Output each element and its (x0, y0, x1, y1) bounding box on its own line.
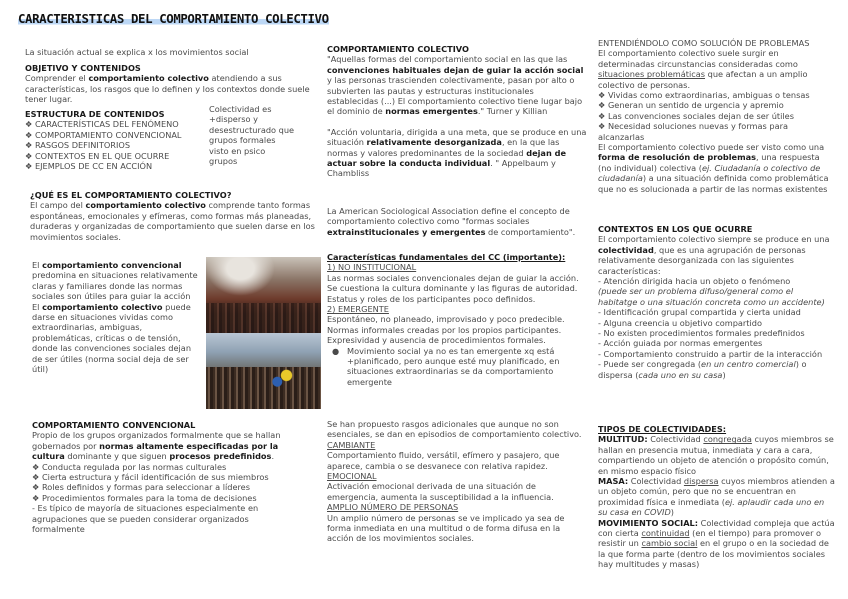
changing-text: Comportamiento fluido, versátil, efímero y pasajero, que aparece, cambia o se desvanece con relativa rapidez. (327, 450, 560, 471)
conventional-vs-collective (32, 260, 202, 374)
fundamentals-heading: Características fundamentales del CC (importante): (327, 252, 566, 262)
contexts-text: El comportamiento colectivo siempre se produce en una colectividad, que es una agrupación de personas relativamente desorganizada con las siguientes características: (598, 234, 830, 276)
page-title: CARACTERISTICAS DEL COMPORTAMIENTO COLECTIVO (18, 11, 329, 26)
what-is-heading: ¿QUÉ ES EL COMPORTAMIENTO COLECTIVO? (30, 190, 232, 200)
structure-item: ❖ CARACTERÍSTICAS DEL FENÓMENO (25, 119, 210, 129)
collective-quotes (327, 44, 587, 179)
objective-text: Comprender el comportamiento colectivo atendiendo a sus características, los rasgos que lo definen y los contextos donde suele tener lugar. (25, 73, 310, 105)
conventional-section (32, 420, 302, 534)
contexts-section (598, 224, 834, 380)
collective-heading: COMPORTAMIENTO COLECTIVO (327, 44, 469, 54)
types-section (598, 424, 836, 570)
problem-bullet: ❖ Las convenciones sociales dejan de ser útiles (598, 111, 830, 121)
changing-heading: CAMBIANTE (327, 439, 376, 450)
contexts-item: - Comportamiento construido a partir de la interacción (598, 348, 823, 359)
quote-appelbaum: "Acción voluntaria, dirigida a una meta, que se produce en una situación relativamente desorganizada, en la que las normas y valores predominantes de la sociedad dejan de actuar sobre la conducta individual. " Appelbaum y Chambliss (327, 126, 587, 179)
fundamentals-section (327, 252, 589, 387)
what-is-section (30, 190, 320, 242)
problem-bullet: ❖ Generan un sentido de urgencia y apremio (598, 100, 830, 110)
emotional-heading: EMOCIONAL (327, 471, 377, 482)
objective-section (25, 63, 313, 105)
contexts-item-example: (puede ser un problema difuso/general como el habitatge o una situación concreta como un accidente) (598, 286, 825, 307)
problem-solving-view: El comportamiento colectivo puede ser visto como una forma de resolución de problemas, una respuesta (no individual) colectiva (ej. Ciudadanía o colectivo de ciudadanía) a una situación definida como problemática que no es solucionada a partir de las normas existentes (598, 142, 829, 194)
type-multitude: MULTITUD: Colectividad congregada cuyos miembros se hallan en presencia mutua, inmediata y cara a cara, compartiendo un objeto de atención o propósito común, en mismo espacio físico (598, 434, 834, 476)
conventional-bullet: ❖ Cierta estructura y fácil identificación de sus miembros (32, 472, 302, 482)
contexts-item: - Acción guiada por normas emergentes (598, 338, 763, 349)
structure-item: ❖ RASGOS DEFINITORIOS (25, 140, 210, 150)
conventional-bullet: ❖ Procedimientos formales para la toma de decisiones (32, 493, 302, 503)
conventional-definition: Propio de los grupos organizados formalmente que se hallan gobernados por normas altamente especificadas por la cultura dominante y que siguen procesos predefinidos. (32, 430, 281, 462)
structure-heading: ESTRUCTURA DE CONTENIDOS (25, 109, 165, 119)
types-heading: TIPOS DE COLECTIVIDADES: (598, 424, 727, 434)
structure-item: ❖ CONTEXTOS EN EL QUE OCURRE (25, 151, 210, 161)
conventional-note: - Es típico de mayoría de situaciones especialmente en agrupaciones que se pueden considerar organizados formalmente (32, 503, 259, 535)
asa-definition: La American Sociological Association define el concepto de comportamiento colectivo como "formas sociales extrainstitucionales y emergentes de comportamiento". (327, 206, 576, 237)
additional-traits (327, 419, 589, 544)
quote-turner-killian: "Aquellas formas del comportamiento social en las que las convenciones habituales dejan de guiar la acción social y las personas trascienden colectivamente, pasan por alto o subvierten las pautas y estructuras institucionales establecidas (...) El comportamiento colectivo tiene lugar bajo el dominio de normas emergentes." Turner y Killian (327, 54, 584, 117)
conventional-heading: COMPORTAMIENTO CONVENCIONAL (32, 420, 196, 430)
non-institutional-text: Las normas sociales convencionales dejan de guiar la acción. Se cuestiona la cultura dominante y las figuras de autoridad. Estatus y roles de los participantes poco definidos. (327, 272, 579, 304)
objective-heading: OBJETIVO Y CONTENIDOS (25, 63, 141, 73)
collective-text: El comportamiento colectivo puede darse en situaciones vividas como extraordinarias, ambiguas, problemáticas, críticas o de tensión, donde las convenciones sociales dejan de ser útiles (norma social deja de ser útil) (32, 301, 192, 375)
protest-night-photo (206, 257, 321, 333)
emergent-bullet: ● Movimiento social ya no es tan emergente xq está +planificado, pero aunque esté muy planificado, en situaciones extraordinarias se da comportamiento emergente (332, 345, 560, 387)
large-number-heading: AMPLIO NÚMERO DE PERSONAS (327, 502, 459, 513)
type-mass: MASA: Colectividad dispersa cuyos miembros atienden a un objeto común, pero que no se encuentran en proximidad física e inmediata (ej. aplaudir cada uno en su casa en COVID) (598, 476, 835, 518)
problem-solving-section (598, 38, 830, 194)
conventional-text: El comportamiento convencional predomina en situaciones relativamente claras y familiares donde las normas sociales son útiles para guiar la acción (32, 260, 198, 302)
problem-bullet: ❖ Necesidad soluciones nuevas y formas para alcanzarlas (598, 121, 830, 142)
protest-crowd-photo (206, 333, 321, 409)
intro-line: La situación actual se explica x los movimientos social (25, 47, 249, 57)
large-number-text: Un amplio número de personas se ve implicado ya sea de forma inmediata en una multitud o de forma difusa en la acción de los movimientos sociales. (327, 512, 565, 544)
structure-section (25, 109, 210, 171)
problem-solving-text: El comportamiento colectivo suele surgir en determinadas circunstancias consideradas como situaciones problemáticas que afectan a un amplio colectivo de personas. (598, 48, 808, 90)
contexts-item: - Alguna creencia u objetivo compartido (598, 317, 762, 328)
conventional-bullet: ❖ Conducta regulada por las normas culturales (32, 462, 302, 472)
contexts-item: - Puede ser congregada (en un centro comercial) o dispersa (cada uno en su casa) (598, 359, 807, 380)
structure-item: ❖ COMPORTAMIENTO CONVENCIONAL (25, 130, 210, 140)
additional-intro: Se han propuesto rasgos adicionales que aunque no son esenciales, se dan en episodios de comportamiento colectivo. (327, 419, 582, 440)
type-social-movement: MOVIMIENTO SOCIAL: Colectividad compleja que actúa con cierta continuidad (en el tiempo) para promover o resistir un cambio social en el grupo o en la sociedad de la que forma parte (dentro de los movimientos sociales hay multitudes y masas) (598, 517, 835, 570)
what-is-text: El campo del comportamiento colectivo comprende tanto formas espontáneas, emocionales y efímeras, como formas más planeadas, duraderas y organizadas de comportamiento que suelen darse en los movimientos sociales. (30, 200, 315, 242)
conventional-bullet: ❖ Roles definidos y formas para seleccionar a líderes (32, 482, 302, 492)
emotional-text: Activación emocional derivada de una situación de emergencia, aumenta la susceptibilidad a la influencia. (327, 481, 554, 502)
structure-item: ❖ EJEMPLOS DE CC EN ACCIÓN (25, 161, 210, 171)
contexts-item: - No existen procedimientos formales predefinidos (598, 328, 805, 339)
problem-bullet: ❖ Vividas como extraordinarias, ambiguas o tensas (598, 90, 830, 100)
emergent-heading: 2) EMERGENTE (327, 304, 389, 315)
contexts-item: - Identificación grupal compartida y cierta unidad (598, 307, 801, 318)
emergent-text: Espontáneo, no planeado, improvisado y poco predecible. Normas informales creadas por los propios participantes. Expresividad y ausencia de procedimientos formales. (327, 314, 565, 346)
non-institutional-heading: 1) NO INSTITUCIONAL (327, 262, 417, 273)
contexts-item: - Atención dirigida hacia un objeto o fenómeno (598, 276, 791, 287)
problem-solving-heading: ENTENDIÉNDOLO COMO SOLUCIÓN DE PROBLEMAS (598, 38, 810, 48)
side-note: Colectividad es +disperso y desestructurado que grupos formales visto en psico grupos (209, 104, 295, 167)
contexts-heading: CONTEXTOS EN LOS QUE OCURRE (598, 224, 753, 234)
